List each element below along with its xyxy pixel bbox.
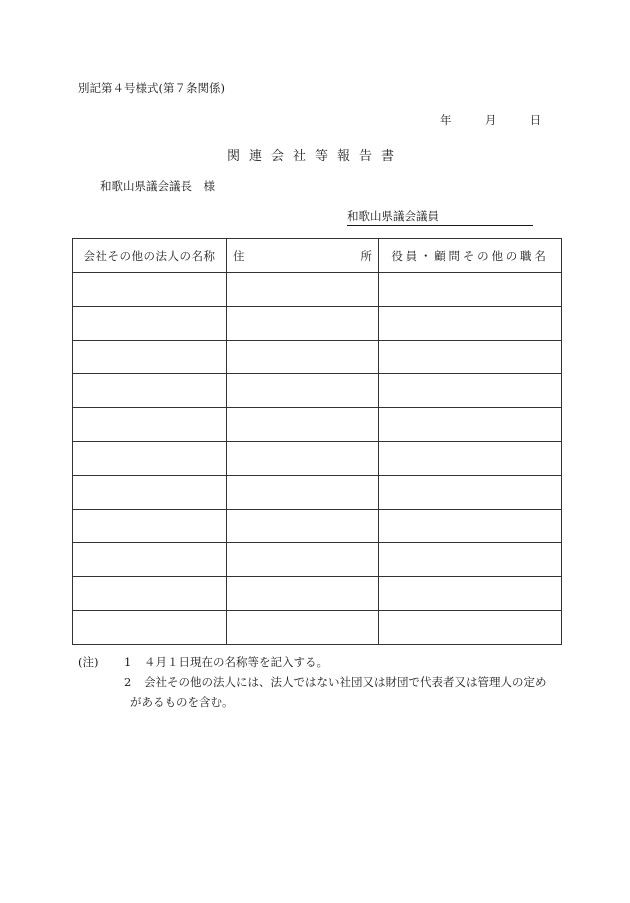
cell-company-name[interactable]	[73, 543, 227, 577]
table-row	[73, 306, 562, 340]
table-row	[73, 475, 562, 509]
date-line	[440, 112, 541, 128]
cell-address[interactable]	[227, 441, 379, 475]
document-title: 関連会社等報告書	[226, 149, 403, 164]
notes	[78, 652, 547, 712]
cell-position[interactable]	[379, 509, 562, 543]
cell-address[interactable]	[227, 509, 379, 543]
addressee: 和歌山県議会議長 様	[100, 179, 215, 193]
form-number: 別記第４号様式(第７条関係)	[78, 81, 225, 95]
notes-label: (注)	[78, 655, 99, 669]
date-year-label: 年	[440, 113, 452, 127]
cell-position[interactable]	[379, 306, 562, 340]
note-item-2	[78, 672, 547, 692]
cell-company-name[interactable]	[73, 610, 227, 644]
note-number: 2	[124, 675, 132, 689]
cell-position[interactable]	[379, 475, 562, 509]
cell-position[interactable]	[379, 374, 562, 408]
cell-position[interactable]	[379, 408, 562, 442]
table-row	[73, 543, 562, 577]
cell-position[interactable]	[379, 543, 562, 577]
cell-position[interactable]	[379, 340, 562, 374]
note-text: 会社その他の法人には、法人ではない社団又は財団で代表者又は管理人の定め	[144, 675, 547, 689]
cell-position[interactable]	[379, 273, 562, 307]
cell-address[interactable]	[227, 374, 379, 408]
cell-position[interactable]	[379, 577, 562, 611]
note-number: 1	[124, 655, 132, 669]
cell-position[interactable]	[379, 441, 562, 475]
table-row	[73, 408, 562, 442]
table-row	[73, 340, 562, 374]
cell-company-name[interactable]	[73, 340, 227, 374]
table-row	[73, 577, 562, 611]
cell-company-name[interactable]	[73, 306, 227, 340]
cell-address[interactable]	[227, 273, 379, 307]
cell-company-name[interactable]	[73, 441, 227, 475]
table-row	[73, 509, 562, 543]
cell-company-name[interactable]	[73, 577, 227, 611]
cell-address[interactable]	[227, 475, 379, 509]
date-month-label: 月	[484, 113, 497, 127]
header-address-right: 所	[360, 248, 372, 263]
signer-line: 和歌山県議会議員	[347, 208, 533, 226]
date-day-label: 日	[529, 113, 542, 127]
cell-company-name[interactable]	[73, 273, 227, 307]
table-row	[73, 273, 562, 307]
header-address	[227, 239, 379, 273]
header-position: 役員・顧問その他の職名	[379, 239, 562, 273]
header-company-name: 会社その他の法人の名称	[73, 239, 227, 273]
note-text: ４月１日現在の名称等を記入する。	[144, 655, 328, 669]
cell-address[interactable]	[227, 408, 379, 442]
cell-address[interactable]	[227, 543, 379, 577]
cell-address[interactable]	[227, 610, 379, 644]
cell-address[interactable]	[227, 306, 379, 340]
cell-company-name[interactable]	[73, 374, 227, 408]
cell-company-name[interactable]	[73, 475, 227, 509]
cell-address[interactable]	[227, 577, 379, 611]
note-continuation: があるものを含む。	[130, 695, 234, 709]
cell-company-name[interactable]	[73, 408, 227, 442]
table-header-row	[73, 239, 562, 273]
table-row	[73, 441, 562, 475]
table-row	[73, 610, 562, 644]
table-row	[73, 374, 562, 408]
header-address-left: 住	[233, 248, 245, 263]
note-item-1	[78, 652, 547, 672]
cell-position[interactable]	[379, 610, 562, 644]
cell-company-name[interactable]	[73, 509, 227, 543]
related-company-table	[72, 238, 562, 645]
cell-address[interactable]	[227, 340, 379, 374]
